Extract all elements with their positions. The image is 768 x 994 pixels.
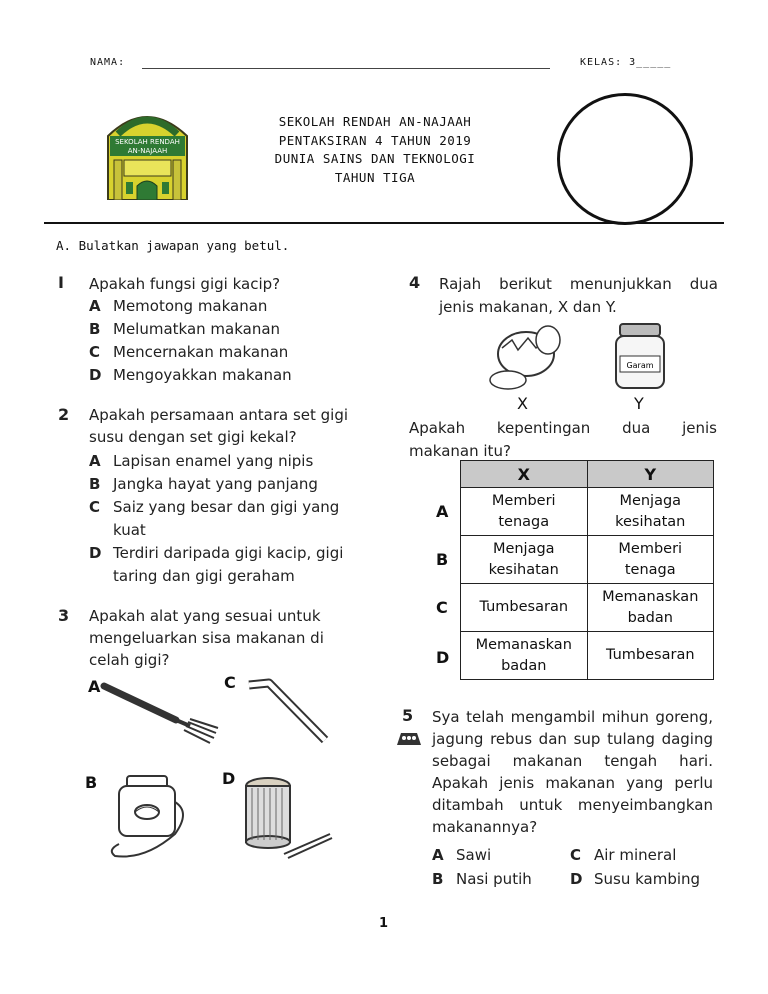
q1-option-a[interactable]: A Memotong makanan bbox=[89, 297, 268, 315]
header-divider bbox=[44, 222, 724, 224]
q4-y-label: Y bbox=[634, 394, 644, 413]
q2-option-a[interactable]: A Lapisan enamel yang nipis bbox=[89, 452, 314, 470]
table-row[interactable] bbox=[461, 584, 714, 632]
q4-text2-line-1: Apakah kepentingan dua jenis bbox=[409, 419, 717, 437]
col-header-x: X bbox=[461, 461, 588, 488]
q2-number: 2 bbox=[58, 405, 70, 424]
q5-number: 5 bbox=[402, 706, 414, 725]
logo-text-mid: AN-NAJAAH bbox=[127, 147, 168, 155]
q2-option-c[interactable]: C Saiz yang besar dan gigi yang bbox=[89, 498, 340, 516]
page-number: 1 bbox=[379, 916, 389, 931]
school-title-block bbox=[230, 113, 520, 187]
school-logo bbox=[100, 104, 195, 200]
table-row[interactable] bbox=[461, 536, 714, 584]
q5-option-a[interactable]: A Sawi bbox=[432, 846, 492, 864]
q4-row-a-label[interactable]: A bbox=[436, 502, 449, 521]
q4-answer-table bbox=[460, 460, 714, 680]
q2-option-c-cont: kuat bbox=[113, 521, 146, 539]
logo-text-top: SEKOLAH RENDAH bbox=[115, 138, 180, 146]
q3-option-d-label[interactable]: D bbox=[222, 769, 236, 788]
cell-y: Menjaga kesihatan bbox=[587, 488, 714, 536]
cell-y: Memberi tenaga bbox=[587, 536, 714, 584]
q1-text: Apakah fungsi gigi kacip? bbox=[89, 275, 281, 293]
cell-x: Menjaga kesihatan bbox=[461, 536, 588, 584]
instruction: A. Bulatkan jawapan yang betul. bbox=[56, 238, 290, 253]
title-line-1: SEKOLAH RENDAH AN-NAJAAH bbox=[278, 114, 472, 129]
q1-option-b[interactable]: B Melumatkan makanan bbox=[89, 320, 281, 338]
q1-number: I bbox=[58, 273, 64, 292]
nama-line bbox=[142, 68, 550, 69]
fork-icon[interactable] bbox=[98, 680, 223, 749]
title-line-3: DUNIA SAINS DAN TEKNOLOGI bbox=[274, 151, 476, 166]
title-line-2: PENTAKSIRAN 4 TAHUN 2019 bbox=[278, 132, 472, 148]
q2-option-d-cont: taring dan gigi geraham bbox=[113, 567, 295, 585]
q3-option-b-label[interactable]: B bbox=[85, 773, 98, 792]
salt-jar-icon bbox=[614, 320, 666, 394]
q2-text: Apakah persamaan antara set gigi susu dengan set gigi kekal? bbox=[89, 406, 349, 446]
q3-option-a-label[interactable]: A bbox=[88, 677, 101, 696]
cell-x: Memanaskan badan bbox=[461, 632, 588, 680]
col-header-y: Y bbox=[587, 461, 714, 488]
toothpick-holder-icon[interactable] bbox=[240, 774, 335, 868]
q4-row-b-label[interactable]: B bbox=[436, 550, 449, 569]
q2-option-d[interactable]: D Terdiri daripada gigi kacip, gigi bbox=[89, 544, 344, 562]
q3-number: 3 bbox=[58, 606, 70, 625]
dental-floss-icon[interactable] bbox=[105, 772, 195, 876]
q4-text-line-2: jenis makanan, X dan Y. bbox=[439, 298, 617, 316]
q5-text: Sya telah mengambil mihun goreng, jagung rebus dan sup tulang daging sebagai makanan tengah hari. Apakah jenis makanan yang perlu ditambah untuk menyeimbangkan makanannya? bbox=[432, 708, 713, 836]
cell-y: Memanaskan badan bbox=[587, 584, 714, 632]
q5-option-d[interactable]: D Susu kambing bbox=[570, 870, 701, 888]
salt-jar-label: Garam bbox=[626, 361, 654, 370]
cell-x: Tumbesaran bbox=[461, 584, 588, 632]
kelas-label: KELAS: 3_____ bbox=[580, 57, 672, 68]
q2-option-b[interactable]: B Jangka hayat yang panjang bbox=[89, 475, 318, 493]
q5-option-b[interactable]: B Nasi putih bbox=[432, 870, 532, 888]
q1-option-c[interactable]: C Mencernakan makanan bbox=[89, 343, 289, 361]
score-circle bbox=[557, 93, 693, 225]
table-row[interactable] bbox=[461, 488, 714, 536]
q4-text2-line-2: makanan itu? bbox=[409, 442, 511, 460]
q4-row-c-label[interactable]: C bbox=[436, 598, 448, 617]
q4-text-line-1: Rajah berikut menunjukkan dua bbox=[439, 275, 718, 293]
cell-y: Tumbesaran bbox=[587, 632, 714, 680]
cell-x: Memberi tenaga bbox=[461, 488, 588, 536]
thinking-icon bbox=[395, 729, 423, 751]
q4-row-d-label[interactable]: D bbox=[436, 648, 450, 667]
nama-label: NAMA: bbox=[90, 57, 126, 68]
q3-option-c-label[interactable]: C bbox=[224, 673, 236, 692]
straw-icon[interactable] bbox=[245, 676, 335, 750]
title-line-4: TAHUN TIGA bbox=[334, 169, 416, 185]
eggs-icon bbox=[488, 320, 568, 396]
q1-option-d[interactable]: D Mengoyakkan makanan bbox=[89, 366, 292, 384]
q4-number: 4 bbox=[409, 273, 421, 292]
q3-text: Apakah alat yang sesuai untuk mengeluarkan sisa makanan di celah gigi? bbox=[89, 607, 324, 669]
table-row[interactable] bbox=[461, 632, 714, 680]
q4-x-label: X bbox=[517, 394, 528, 413]
q5-option-c[interactable]: C Air mineral bbox=[570, 846, 677, 864]
